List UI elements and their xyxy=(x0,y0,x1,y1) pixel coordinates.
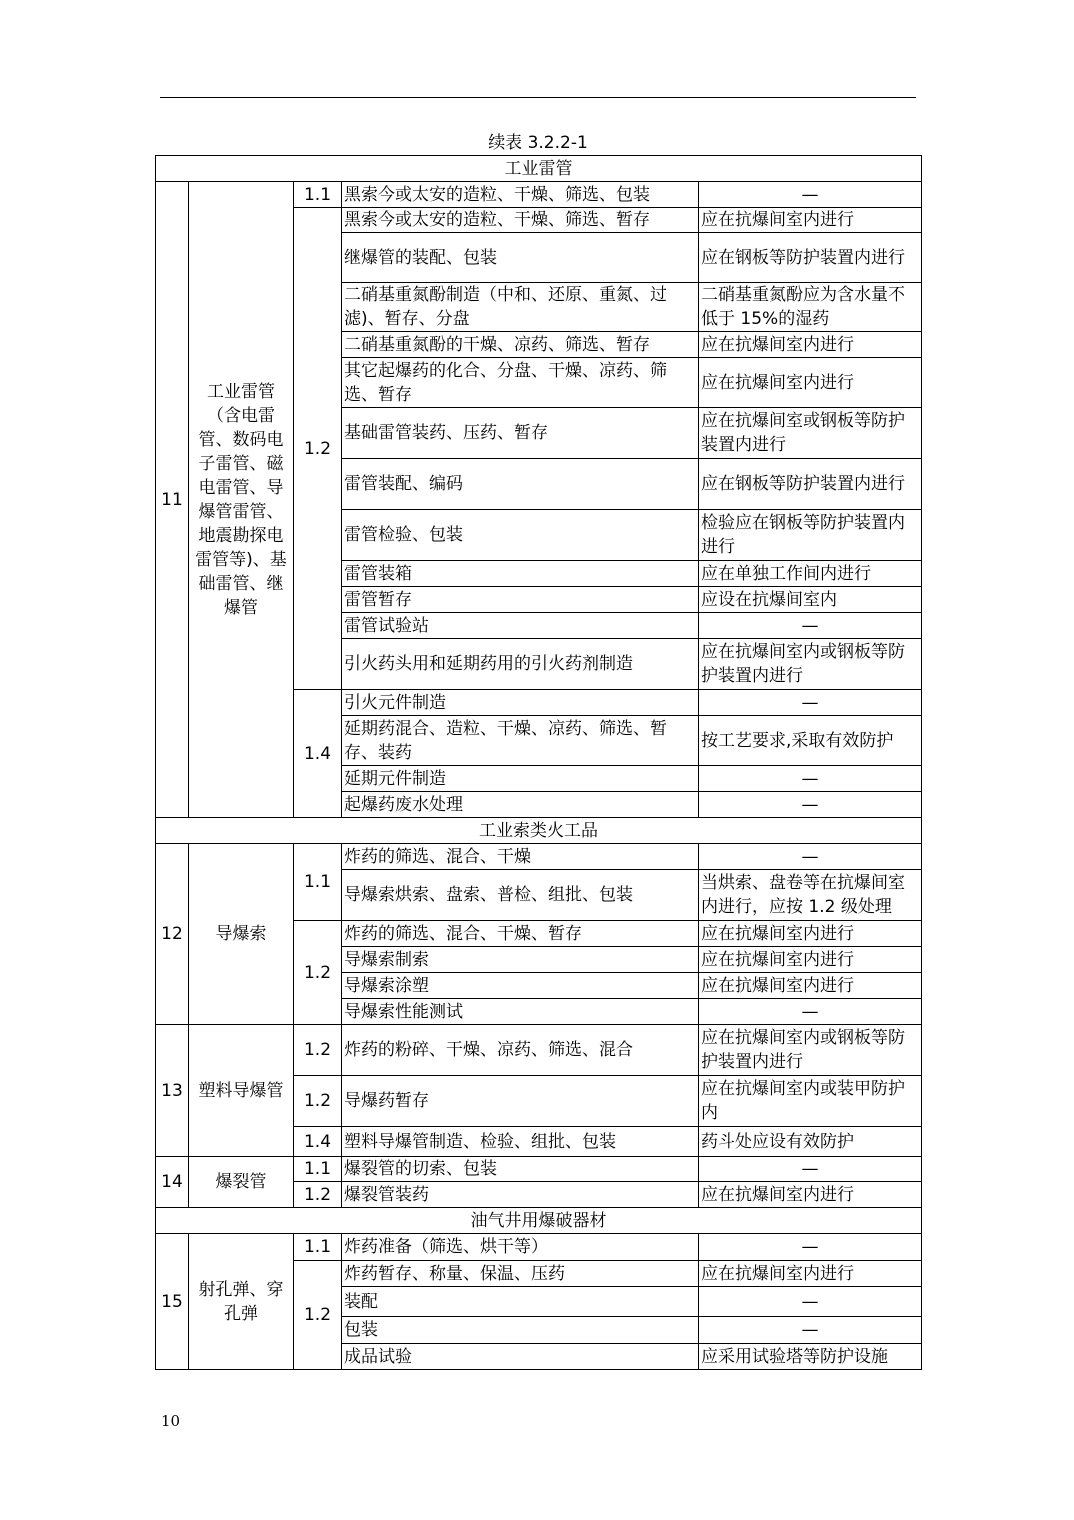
page-number: 10 xyxy=(161,1412,181,1430)
requirement: 二硝基重氮酚应为含水量不低于 15%的湿药 xyxy=(699,283,922,332)
requirement: 应在抗爆间室内进行 xyxy=(699,208,922,233)
hazard-class: 1.2 xyxy=(294,1025,342,1076)
process-description: 炸药暂存、称量、保温、压药 xyxy=(342,1261,699,1287)
requirement: 应在抗爆间室内进行 xyxy=(699,947,922,973)
table-caption: 续表 3.2.2-1 xyxy=(488,133,588,153)
process-description: 雷管试验站 xyxy=(342,613,699,639)
process-description: 塑料导爆管制造、检验、组批、包装 xyxy=(342,1127,699,1157)
process-description: 导爆索涂塑 xyxy=(342,973,699,999)
hazard-class: 1.1 xyxy=(294,1234,342,1261)
table-row xyxy=(156,1025,922,1076)
section-row xyxy=(156,818,922,844)
process-description: 包装 xyxy=(342,1317,699,1344)
process-description: 炸药的筛选、混合、干燥、暂存 xyxy=(342,921,699,947)
requirement: 检验应在钢板等防护装置内进行 xyxy=(699,510,922,561)
requirement: 应在抗爆间室内或钢板等防护装置内进行 xyxy=(699,639,922,690)
section-title: 工业雷管 xyxy=(156,156,922,182)
process-description: 导爆索制索 xyxy=(342,947,699,973)
item-number: 14 xyxy=(156,1157,189,1208)
item-number: 11 xyxy=(156,182,189,818)
requirement: 应设在抗爆间室内 xyxy=(699,587,922,613)
table-row xyxy=(156,182,922,208)
requirement: 应在抗爆间室内进行 xyxy=(699,1182,922,1208)
process-description: 爆裂管的切索、包装 xyxy=(342,1157,699,1182)
product-name: 导爆索 xyxy=(189,844,294,1025)
requirement: — xyxy=(699,1157,922,1182)
process-description: 引火药头用和延期药用的引火药剂制造 xyxy=(342,639,699,690)
requirement: — xyxy=(699,613,922,639)
process-description: 继爆管的装配、包装 xyxy=(342,233,699,283)
process-description: 炸药的粉碎、干燥、凉药、筛选、混合 xyxy=(342,1025,699,1076)
hazard-class: 1.2 xyxy=(294,921,342,1025)
section-title: 油气井用爆破器材 xyxy=(156,1208,922,1234)
process-description: 雷管装配、编码 xyxy=(342,459,699,510)
hazard-class: 1.1 xyxy=(294,844,342,921)
requirement: 应在单独工作间内进行 xyxy=(699,561,922,587)
requirement: 应在抗爆间室内或装甲防护内 xyxy=(699,1076,922,1127)
requirement: 应在抗爆间室内进行 xyxy=(699,921,922,947)
process-description: 起爆药废水处理 xyxy=(342,792,699,818)
process-description: 延期药混合、造粒、干燥、凉药、筛选、暂存、装药 xyxy=(342,716,699,766)
table-row xyxy=(156,1234,922,1261)
requirement: 按工艺要求,采取有效防护 xyxy=(699,716,922,766)
process-description: 二硝基重氮酚的干燥、凉药、筛选、暂存 xyxy=(342,332,699,358)
requirement: 应在钢板等防护装置内进行 xyxy=(699,459,922,510)
requirement: 药斗处应设有效防护 xyxy=(699,1127,922,1157)
item-number: 13 xyxy=(156,1025,189,1157)
requirement: — xyxy=(699,844,922,870)
hazard-class: 1.1 xyxy=(294,182,342,208)
requirement: 应在抗爆间室内进行 xyxy=(699,332,922,358)
requirement: — xyxy=(699,1287,922,1317)
section-row xyxy=(156,156,922,182)
hazard-class: 1.1 xyxy=(294,1157,342,1182)
requirement: — xyxy=(699,999,922,1025)
product-name: 射孔弹、穿孔弹 xyxy=(189,1234,294,1370)
table-row xyxy=(156,844,922,870)
product-name: 爆裂管 xyxy=(189,1157,294,1208)
hazard-class: 1.4 xyxy=(294,1127,342,1157)
table-row xyxy=(156,1157,922,1182)
section-title: 工业索类火工品 xyxy=(156,818,922,844)
hazard-classification-table xyxy=(155,155,922,1370)
requirement: 应在抗爆间室内或钢板等防护装置内进行 xyxy=(699,1025,922,1076)
hazard-class: 1.2 xyxy=(294,1261,342,1370)
process-description: 其它起爆药的化合、分盘、干燥、凉药、筛选、暂存 xyxy=(342,358,699,408)
item-number: 15 xyxy=(156,1234,189,1370)
requirement: — xyxy=(699,1234,922,1261)
requirement: — xyxy=(699,792,922,818)
process-description: 导爆索性能测试 xyxy=(342,999,699,1025)
section-row xyxy=(156,1208,922,1234)
requirement: — xyxy=(699,766,922,792)
process-description: 雷管装箱 xyxy=(342,561,699,587)
requirement: 应在抗爆间室内进行 xyxy=(699,358,922,408)
process-description: 导爆索烘索、盘索、普检、组批、包装 xyxy=(342,870,699,921)
hazard-class: 1.2 xyxy=(294,1076,342,1127)
process-description: 成品试验 xyxy=(342,1344,699,1370)
requirement: 应在抗爆间室或钢板等防护装置内进行 xyxy=(699,408,922,459)
requirement: 应在抗爆间室内进行 xyxy=(699,973,922,999)
hazard-class: 1.2 xyxy=(294,1182,342,1208)
process-description: 导爆药暂存 xyxy=(342,1076,699,1127)
requirement: 应在钢板等防护装置内进行 xyxy=(699,233,922,283)
header-rule xyxy=(160,97,916,98)
product-name: 塑料导爆管 xyxy=(189,1025,294,1157)
process-description: 炸药的筛选、混合、干燥 xyxy=(342,844,699,870)
hazard-class: 1.4 xyxy=(294,690,342,818)
process-description: 延期元件制造 xyxy=(342,766,699,792)
requirement: — xyxy=(699,1317,922,1344)
requirement: 应采用试验塔等防护设施 xyxy=(699,1344,922,1370)
process-description: 雷管暂存 xyxy=(342,587,699,613)
process-description: 炸药准备（筛选、烘干等） xyxy=(342,1234,699,1261)
process-description: 二硝基重氮酚制造（中和、还原、重氮、过滤)、暂存、分盘 xyxy=(342,283,699,332)
process-description: 爆裂管装药 xyxy=(342,1182,699,1208)
requirement: 应在抗爆间室内进行 xyxy=(699,1261,922,1287)
item-number: 12 xyxy=(156,844,189,1025)
process-description: 引火元件制造 xyxy=(342,690,699,716)
process-description: 装配 xyxy=(342,1287,699,1317)
requirement: 当烘索、盘卷等在抗爆间室内进行，应按 1.2 级处理 xyxy=(699,870,922,921)
hazard-class: 1.2 xyxy=(294,208,342,690)
process-description: 黑索今或太安的造粒、干燥、筛选、暂存 xyxy=(342,208,699,233)
requirement: — xyxy=(699,182,922,208)
process-description: 黑索今或太安的造粒、干燥、筛选、包装 xyxy=(342,182,699,208)
process-description: 基础雷管装药、压药、暂存 xyxy=(342,408,699,459)
product-name: 工业雷管（含电雷管、数码电子雷管、磁电雷管、导爆管雷管、地震勘探电雷管等)、基础雷管、继爆管 xyxy=(189,182,294,818)
requirement: — xyxy=(699,690,922,716)
process-description: 雷管检验、包装 xyxy=(342,510,699,561)
